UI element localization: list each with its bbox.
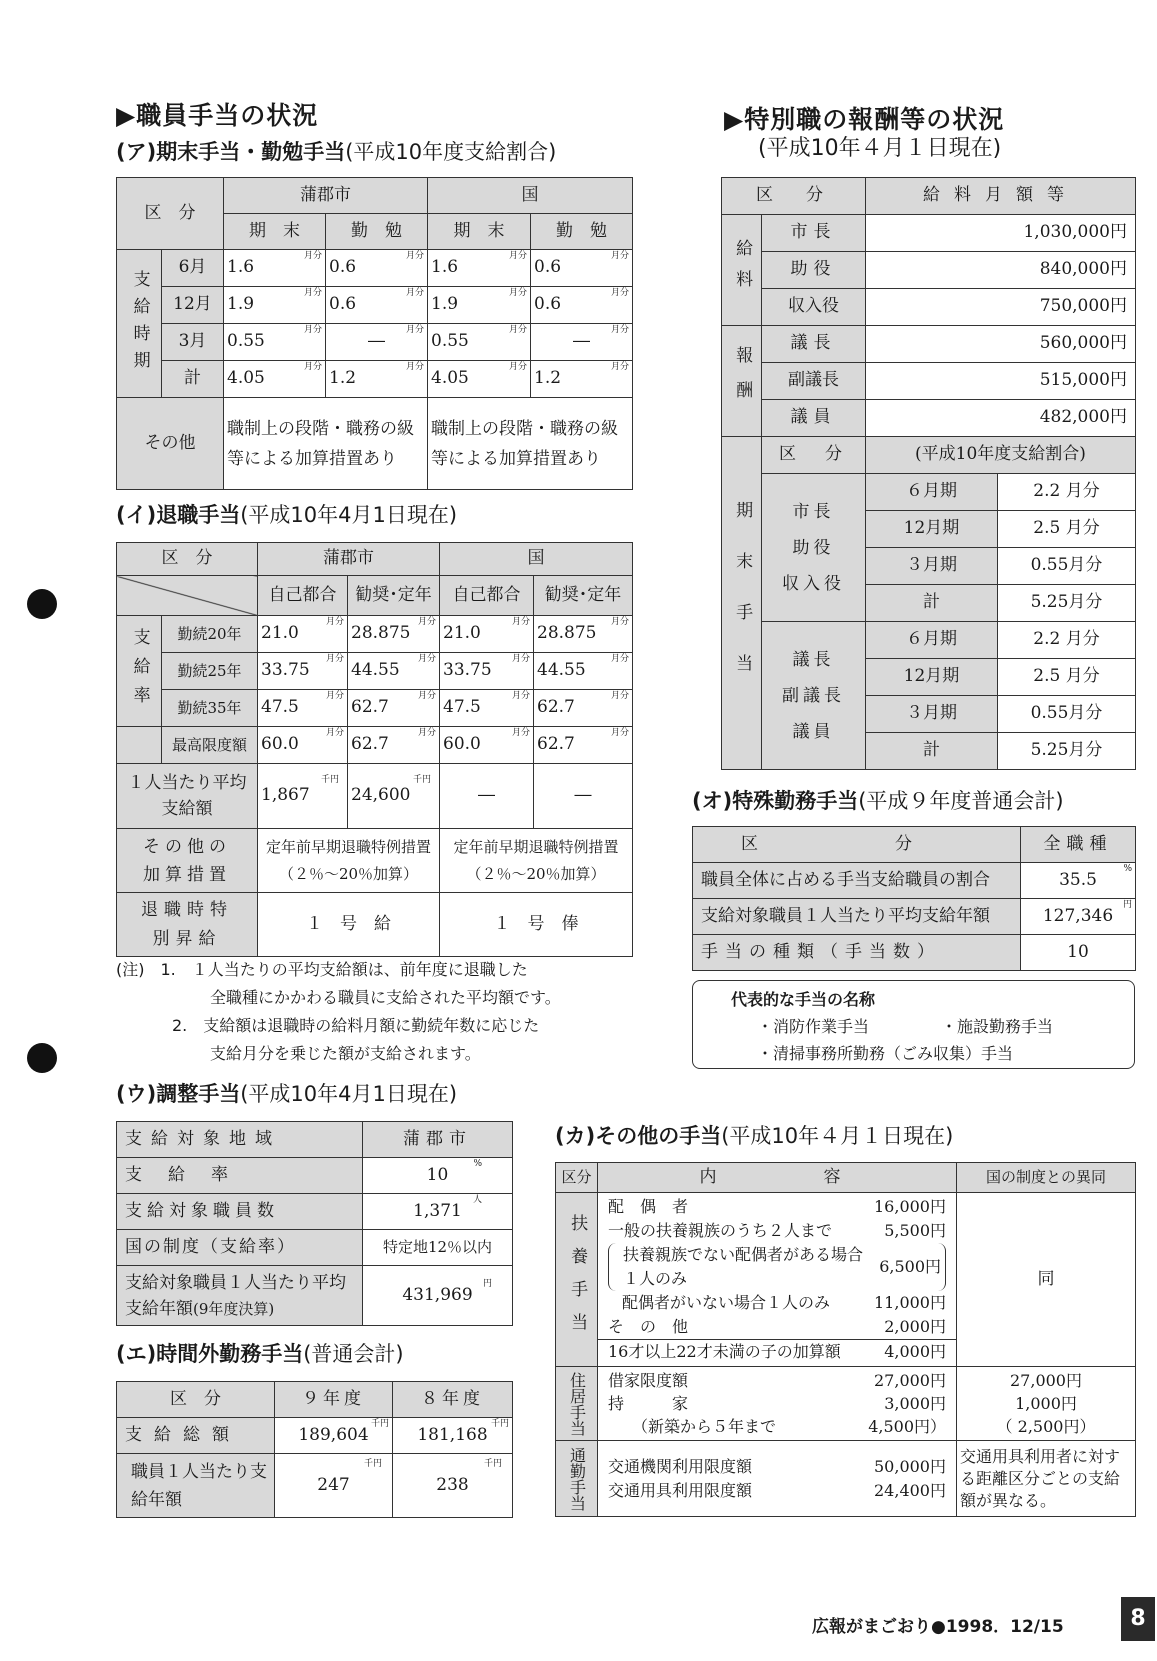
table-cell: ― 月分 [326, 324, 428, 361]
kimatsu-header: 期 末 [428, 214, 531, 250]
kimatsu-header: 期 末 [224, 214, 326, 250]
table-cell: 482,000円 [866, 400, 1136, 437]
kubun-header: 区 分 [117, 178, 224, 250]
box-item: ・清掃事務所勤務（ごみ収集）手当 [757, 1044, 1014, 1063]
table-cell: 28.875 月分 [534, 616, 633, 653]
fuyo-diff: 同 [957, 1193, 1136, 1367]
table-cell: 0.55月分 [998, 548, 1136, 585]
other-label: その他 [117, 398, 224, 490]
table-cell: 750,000円 [866, 289, 1136, 326]
period-label: 12月期 [866, 659, 998, 696]
amount-header: 給料月額等 [866, 178, 1136, 215]
jukyo-row: 借家限度額 27,000円 [608, 1371, 946, 1390]
city-header: 蒲郡市 [224, 178, 428, 214]
table-cell: 62.7 月分 [348, 690, 440, 727]
row-label: 職員全体に占める手当支給職員の割合 [693, 863, 1021, 899]
kyuryo-label: 給料 [722, 215, 762, 326]
kubun-header: 区 分 [117, 543, 258, 576]
jukyo-row: 持 家 3,000円 [608, 1394, 946, 1413]
city-header: 蒲郡市 [258, 543, 440, 576]
ratio-header: (平成10年度支給割合) [866, 437, 1136, 474]
y8-header: ８年度 [393, 1382, 513, 1418]
title-sub: (平成10年4月1日現在) [240, 503, 458, 527]
section-heading-staff-allowance: ▶職員手当の状況 [116, 101, 319, 130]
period-label: ３月期 [866, 696, 998, 733]
table-i-title [116, 499, 457, 529]
table-cell: 189,604 千円 [275, 1418, 393, 1454]
note-line: 支給月分を乗じた額が支給されます。 [210, 1044, 481, 1063]
row-label: 勤続20年 [162, 616, 258, 653]
table-cell: 1,371 人 [363, 1194, 513, 1230]
table-cell: 47.5 月分 [440, 690, 534, 727]
fuyo-row: 配 偶 者 16,000円 [608, 1197, 946, 1216]
period-label: 支給時期 [117, 250, 162, 398]
note-line: (注) 1. １人当たりの平均支給額は、前年度に退職した [116, 960, 528, 979]
title-sub: (平成９年度普通会計) [858, 789, 1064, 813]
row-label: 市長 [762, 215, 866, 252]
kimatsu-teate-label: 期末手当 [722, 437, 762, 770]
overtime-table [116, 1381, 513, 1518]
representative-allowances-box [692, 980, 1135, 1069]
table-cell: 1.6 月分 [428, 250, 531, 287]
table-cell: 127,346 円 [1021, 899, 1136, 935]
avg-label: １人当たり平均支給額 [117, 764, 258, 829]
table-cell: 2.5 月分 [998, 511, 1136, 548]
table-cell: 840,000円 [866, 252, 1136, 289]
row-label: 副議長 [762, 363, 866, 400]
nation-value: 1,000円 [1015, 1394, 1077, 1413]
table-cell: 33.75 月分 [440, 653, 534, 690]
other-text: 職制上の段階・職務の級等による加算措置あり [428, 398, 633, 490]
period-label: 計 [866, 585, 998, 622]
group-executives: 市長 助役 収入役 [762, 474, 866, 622]
bonus-table [116, 177, 633, 490]
fuyo-row: 16才以上22才未満の子の加算額 4,000円 [598, 1339, 956, 1364]
row-label: 収入役 [762, 289, 866, 326]
table-cell: 0.6 月分 [531, 250, 633, 287]
diagonal-cell [117, 576, 258, 616]
retirement-table [116, 542, 633, 957]
row-label: 勤続35年 [162, 690, 258, 727]
kinben-header: 勤 勉 [531, 214, 633, 250]
fuyo-content [598, 1193, 957, 1367]
table-cell: ― [534, 764, 633, 829]
table-cell: 蒲郡市 [363, 1122, 513, 1158]
table-cell: 2.2 月分 [998, 622, 1136, 659]
table-cell: 247 千円 [275, 1454, 393, 1518]
tsukin-row: 交通用具利用限度額 24,400円 [608, 1480, 946, 1500]
table-cell: 181,168 千円 [393, 1418, 513, 1454]
table-o-title [692, 785, 1064, 815]
table-cell: 0.6 月分 [326, 287, 428, 324]
table-cell: 431,969 円 [363, 1266, 513, 1326]
add-label: その他の加算措置 [117, 829, 258, 893]
add-text: 定年前早期退職特例措置（２％～20％加算） [440, 829, 633, 893]
row-label: 議員 [762, 400, 866, 437]
table-cell: 60.0 月分 [440, 727, 534, 764]
fuyo-label: 扶養手当 [556, 1193, 598, 1367]
y9-header: ９年度 [275, 1382, 393, 1418]
kinben-header: 勤 勉 [326, 214, 428, 250]
table-cell: 24,600 千円 [348, 764, 440, 829]
table-cell: 515,000円 [866, 363, 1136, 400]
title-text: (カ)その他の手当 [555, 1124, 722, 1148]
table-cell: 33.75 月分 [258, 653, 348, 690]
title-text: (オ)特殊勤務手当 [692, 789, 859, 813]
table-cell: 28.875 月分 [348, 616, 440, 653]
kubun-subheader: 区 分 [762, 437, 866, 474]
row-label: 助役 [762, 252, 866, 289]
fuyo-row: 一般の扶養親族のうち２人まで 5,500円 [608, 1221, 946, 1240]
title-sub: (平成10年４月１日現在) [721, 1124, 954, 1148]
table-e-title [116, 1338, 404, 1368]
naiyo-header: 内 容 [598, 1163, 957, 1193]
table-cell: 1.2 月分 [326, 361, 428, 398]
all-header: 全職種 [1021, 827, 1136, 863]
section-subheading: (平成10年４月１日現在) [758, 136, 1002, 161]
title-text: (ウ)調整手当 [116, 1082, 241, 1106]
section-heading-special-posts: ▶特別職の報酬等の状況 [724, 105, 1005, 134]
table-cell: 560,000円 [866, 326, 1136, 363]
binder-hole [27, 589, 57, 619]
table-cell: 2.2 月分 [998, 474, 1136, 511]
jiko-header: 自己都合 [440, 576, 534, 616]
box-title: 代表的な手当の名称 [731, 990, 876, 1009]
table-cell: 44.55 月分 [348, 653, 440, 690]
publication-footer: 広報がまごおり●1998．12/15 [812, 1617, 1064, 1637]
note-line: 全職種にかかわる職員に支給された平均額です。 [210, 988, 561, 1007]
period-label: ６月期 [866, 622, 998, 659]
row-label: 議長 [762, 326, 866, 363]
table-cell: 5.25月分 [998, 733, 1136, 770]
table-cell: 10 % [363, 1158, 513, 1194]
table-cell: 4.05 月分 [224, 361, 326, 398]
jiko-header: 自己都合 [258, 576, 348, 616]
kubun-header: 区分 [556, 1163, 598, 1193]
promo-nation: １ 号 俸 [440, 893, 633, 957]
add-text: 定年前早期退職特例措置（２％～20％加算） [258, 829, 440, 893]
table-cell: 238 千円 [393, 1454, 513, 1518]
row-label: 支給対象職員１人当たり平均支給年額(9年度決算) [117, 1266, 363, 1326]
period-label: ３月期 [866, 548, 998, 585]
table-cell: 62.7 月分 [348, 727, 440, 764]
binder-hole [27, 1043, 57, 1073]
table-cell: 21.0 月分 [440, 616, 534, 653]
table-cell: 44.55 月分 [534, 653, 633, 690]
title-sub: (平成10年4月1日現在) [240, 1082, 458, 1106]
tsukin-content [598, 1441, 957, 1517]
title-text: (イ)退職手当 [116, 503, 241, 527]
table-cell: ― 月分 [531, 324, 633, 361]
nation-value: 27,000円 [1010, 1371, 1082, 1390]
row-label: 支給率 [117, 1158, 363, 1194]
row-label: 勤続25年 [162, 653, 258, 690]
rate-label: 支給率 [117, 616, 162, 727]
nation-header: 国 [440, 543, 633, 576]
jukyo-label: 住居手当 [556, 1367, 598, 1441]
period-label: ６月期 [866, 474, 998, 511]
special-duty-table [692, 826, 1136, 971]
table-cell: 0.55月分 [998, 696, 1136, 733]
jukyo-diff [957, 1367, 1136, 1441]
jukyo-content [598, 1367, 957, 1441]
tsukin-label: 通勤手当 [556, 1441, 598, 1517]
table-a-title [116, 136, 556, 166]
heading-text: 職員手当の状況 [136, 101, 319, 130]
table-cell: 1.2 月分 [531, 361, 633, 398]
row-label: 職員１人当たり支給年額 [117, 1454, 275, 1518]
table-k-title [555, 1120, 953, 1150]
tsukin-diff: 交通用具利用者に対する距離区分ごとの支給額が異なる。 [957, 1441, 1136, 1517]
box-item: ・消防作業手当 [757, 1017, 870, 1036]
page-number: 8 [1121, 1597, 1155, 1641]
table-cell: 47.5 月分 [258, 690, 348, 727]
table-cell: 1.6 月分 [224, 250, 326, 287]
row-label: 計 [162, 361, 224, 398]
row-label: 3月 [162, 324, 224, 361]
adjustment-table [116, 1121, 513, 1326]
hoshu-label: 報酬 [722, 326, 762, 437]
title-sub: (普通会計) [303, 1342, 404, 1366]
heading-text: 特別職の報酬等の状況 [744, 105, 1005, 134]
jukyo-row: （新築から５年まで 4,500円） [632, 1417, 946, 1436]
diff-header: 国の制度との異同 [957, 1163, 1136, 1193]
table-cell: 2.5 月分 [998, 659, 1136, 696]
note-line: 2. 支給額は退職時の給料月額に勤続年数に応じた [172, 1016, 540, 1035]
kubun-header: 区 分 [722, 178, 866, 215]
table-cell: 21.0 月分 [258, 616, 348, 653]
table-cell: 62.7 月分 [534, 690, 633, 727]
table-cell: 4.05 月分 [428, 361, 531, 398]
fuyo-row: 配偶者がいない場合１人のみ 11,000円 [622, 1293, 946, 1312]
special-post-table [721, 177, 1136, 770]
group-council: 議長 副議長 議員 [762, 622, 866, 770]
row-label: 手当の種類（手当数） [693, 935, 1021, 971]
kubun-header: 区 分 [117, 1382, 275, 1418]
kansho-header: 勧奨･定年 [348, 576, 440, 616]
row-label: 支給対象職員１人当たり平均支給年額 [693, 899, 1021, 935]
row-label: 支給対象地域 [117, 1122, 363, 1158]
title-sub: (平成10年度支給割合) [345, 140, 557, 164]
period-label: 計 [866, 733, 998, 770]
table-cell: 1.9 月分 [224, 287, 326, 324]
fuyo-row: そ の 他 2,000円 [608, 1317, 946, 1336]
kansho-header: 勧奨･定年 [534, 576, 633, 616]
row-label: 12月 [162, 287, 224, 324]
table-cell: 5.25月分 [998, 585, 1136, 622]
table-cell: 62.7 月分 [534, 727, 633, 764]
table-cell: ― [440, 764, 534, 829]
row-label: 支給対象職員数 [117, 1194, 363, 1230]
title-text: (ア)期末手当・勤勉手当 [116, 140, 346, 164]
other-text: 職制上の段階・職務の級等による加算措置あり [224, 398, 428, 490]
row-label: 最高限度額 [162, 727, 258, 764]
box-item: ・施設勤務手当 [941, 1017, 1054, 1036]
table-cell: 1,867 千円 [258, 764, 348, 829]
kubun-header: 区 分 [693, 827, 1021, 863]
tsukin-row: 交通機関利用限度額 50,000円 [608, 1456, 946, 1476]
nation-header: 国 [428, 178, 633, 214]
table-cell: 0.55 月分 [428, 324, 531, 361]
row-label: 国の制度（支給率） [117, 1230, 363, 1266]
row-label: 6月 [162, 250, 224, 287]
period-label: 12月期 [866, 511, 998, 548]
table-cell: 0.6 月分 [326, 250, 428, 287]
fuyo-row-bracketed: 扶養親族でない配偶者がある場合 １人のみ 6,500円 [608, 1243, 946, 1291]
table-cell: 0.55 月分 [224, 324, 326, 361]
table-cell: 0.6 月分 [531, 287, 633, 324]
title-text: (エ)時間外勤務手当 [116, 1342, 304, 1366]
blank-cell [117, 727, 162, 764]
table-cell: 60.0 月分 [258, 727, 348, 764]
nation-value: （ 2,500円） [996, 1417, 1096, 1436]
table-cell: 1,030,000円 [866, 215, 1136, 252]
other-allowances-table [555, 1162, 1136, 1517]
table-cell: 10 [1021, 935, 1136, 971]
row-label: 支給総額 [117, 1418, 275, 1454]
table-cell: 35.5 % [1021, 863, 1136, 899]
promo-city: １ 号 給 [258, 893, 440, 957]
table-u-title [116, 1078, 457, 1108]
table-cell: 1.9 月分 [428, 287, 531, 324]
promo-label: 退職時特別昇給 [117, 893, 258, 957]
table-cell: 特定地12％以内 [363, 1230, 513, 1266]
